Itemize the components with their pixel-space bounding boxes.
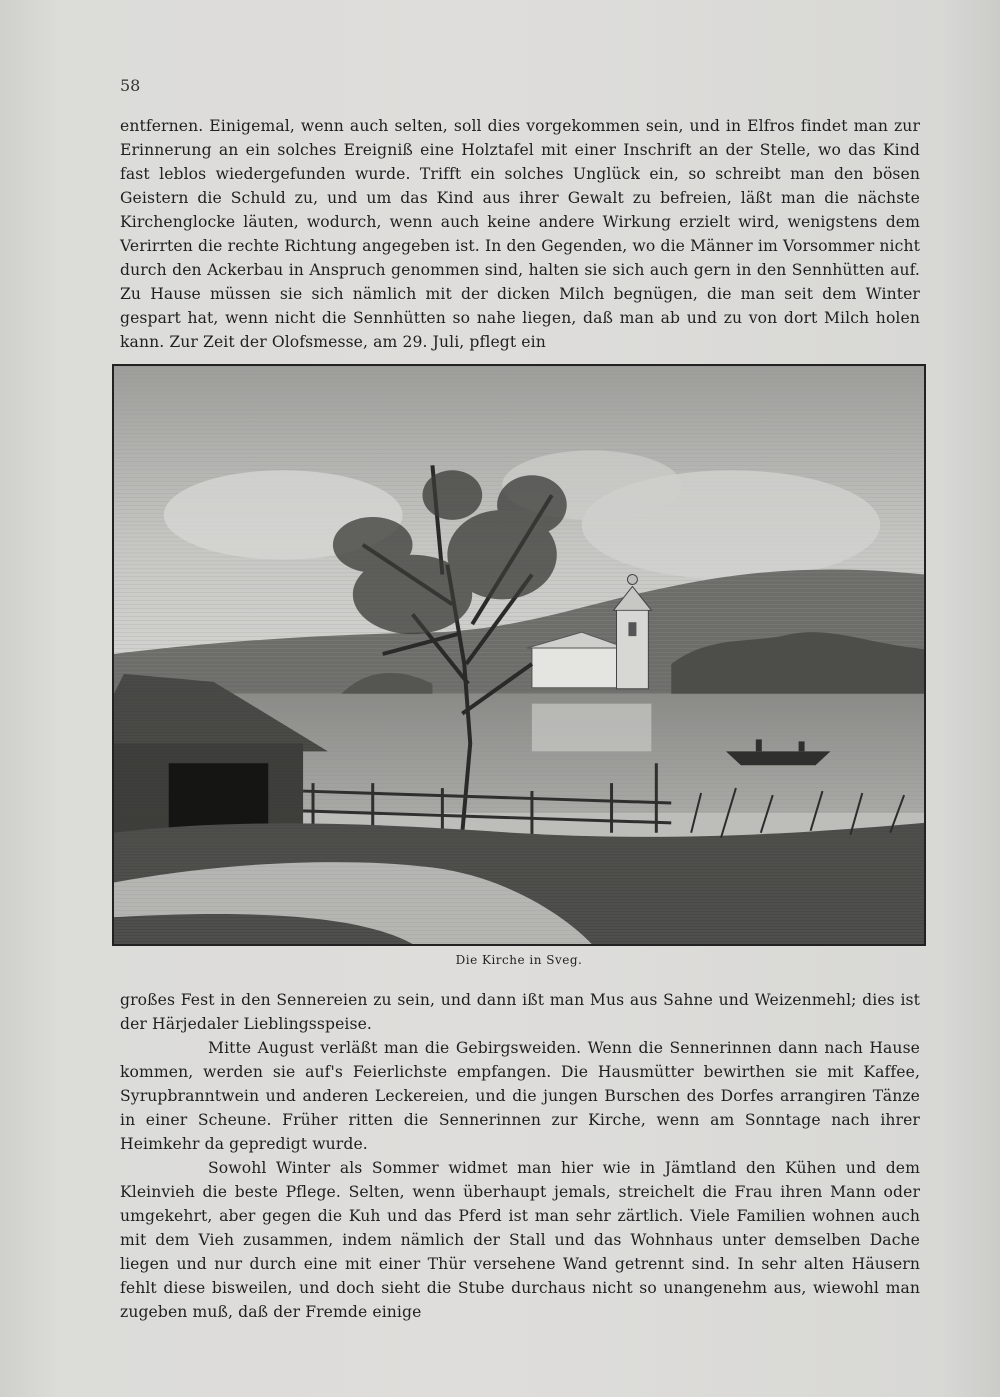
page-number: 58 xyxy=(120,76,141,95)
church-landscape-image xyxy=(114,366,924,944)
text-block-top xyxy=(120,114,920,354)
text-block-bottom xyxy=(120,988,920,1324)
paragraph: entfernen. Einigemal, wenn auch selten, soll dies vorgekommen sein, und in Elfros findet man zur Erinnerung an ein solches Ereigniß eine Holztafel mit einer Inschrift an der Stelle, wo das Kind fast leblos wiedergefunden wurde. Trifft ein solches Unglück ein, so schreibt man den bösen Geistern die Schuld zu, und um das Kind aus ihrer Gewalt zu befreien, läßt man die nächste Kirchenglocke läuten, wodurch, wenn auch keine andere Wirkung erzielt wird, wenigstens dem Verirrten die rechte Richtung angegeben ist. In den Gegenden, wo die Männer im Vorsommer nicht durch den Ackerbau in Anspruch genommen sind, halten sie sich auch gern in den Sennhütten auf. Zu Hause müssen sie sich nämlich mit der dicken Milch begnügen, die man seit dem Winter gespart hat, wenn nicht die Sennhütten so nahe liegen, daß man ab und zu von dort Milch holen kann. Zur Zeit der Olofsmesse, am 29. Juli, pflegt ein xyxy=(120,117,920,351)
paragraph: Mitte August verläßt man die Gebirgsweiden. Wenn die Sennerinnen dann nach Hause kommen, werden sie auf's Feierlichste empfangen. Die Hausmütter bewirthen sie mit Kaffee, Syrupbranntwein und anderen Leckereien, und die jungen Burschen des Dorfes arrangiren Tänze in einer Scheune. Früher ritten die Sennerinnen zur Kirche, wenn am Sonntage nach ihrer Heimkehr da gepredigt wurde. xyxy=(120,1039,920,1153)
engraving-illustration xyxy=(112,364,926,946)
paragraph: großes Fest in den Sennereien zu sein, und dann ißt man Mus aus Sahne und Weizenmehl; dies ist der Härjedaler Lieblingsspeise. xyxy=(120,991,920,1033)
paragraph: Sowohl Winter als Sommer widmet man hier wie in Jämtland den Kühen und dem Kleinvieh die beste Pflege. Selten, wenn überhaupt jemals, streichelt die Frau ihren Mann oder umgekehrt, aber gegen die Kuh und das Pferd ist man sehr zärtlich. Viele Familien wohnen auch mit dem Vieh zusammen, indem nämlich der Stall und das Wohnhaus unter demselben Dache liegen und nur durch eine mit einer Thür versehene Wand getrennt sind. In sehr alten Häusern fehlt diese bisweilen, und doch sieht die Stube durchaus nicht so unangenehm aus, wiewohl man zugeben muß, daß der Fremde einige xyxy=(120,1159,920,1321)
figure-caption: Die Kirche in Sveg. xyxy=(455,953,583,967)
